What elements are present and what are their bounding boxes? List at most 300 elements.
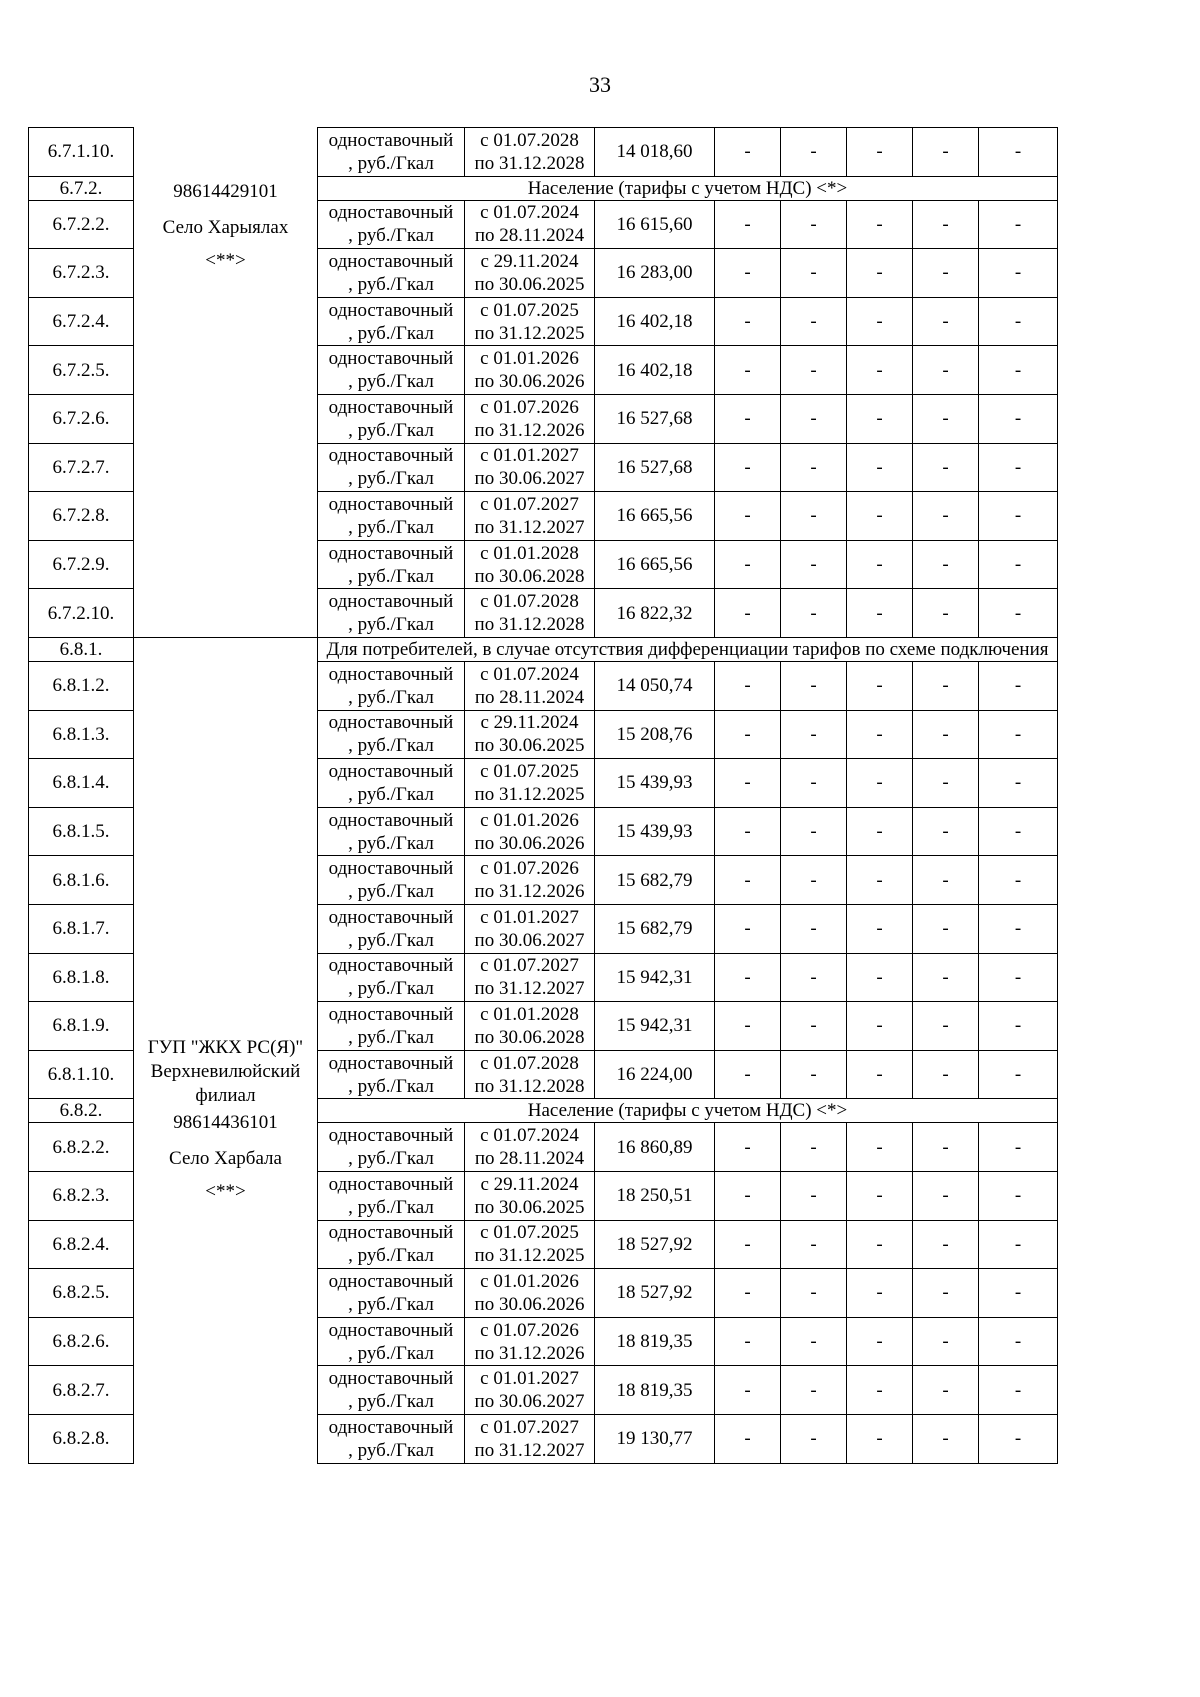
- period-cell: [464, 758, 595, 808]
- tariff-value-cell: 16 224,00: [594, 1050, 715, 1100]
- period-cell: [464, 1268, 595, 1318]
- period-end: по 31.12.2027: [474, 1439, 585, 1461]
- tariff-value-cell: 16 822,32: [594, 588, 715, 638]
- empty-value-cell: -: [780, 661, 847, 711]
- empty-value-cell: -: [714, 200, 781, 250]
- period-start: с 01.01.2027: [480, 445, 579, 467]
- tariff-unit-label: , руб./Гкал: [348, 516, 434, 538]
- empty-value-cell: -: [912, 248, 979, 298]
- empty-value-cell: -: [714, 1414, 781, 1464]
- period-cell: [464, 394, 595, 444]
- tariff-type-label: одноставочный: [328, 858, 454, 880]
- empty-value-cell: -: [912, 1220, 979, 1270]
- tariff-type-label: одноставочный: [328, 129, 454, 151]
- tariff-type-label: одноставочный: [328, 591, 454, 613]
- period-end: по 28.11.2024: [474, 225, 585, 247]
- empty-value-cell: -: [714, 127, 781, 177]
- empty-value-cell: -: [846, 758, 913, 808]
- tariff-type-label: одноставочный: [328, 396, 454, 418]
- tariff-type-label: одноставочный: [328, 1003, 454, 1025]
- tariff-type-label: одноставочный: [328, 299, 454, 321]
- empty-value-cell: -: [780, 855, 847, 905]
- empty-value-cell: -: [978, 904, 1058, 954]
- row-number-cell: 6.7.2.8.: [28, 491, 134, 541]
- period-start: с 01.01.2026: [480, 348, 579, 370]
- empty-value-cell: -: [846, 1268, 913, 1318]
- period-end: по 31.12.2027: [474, 516, 585, 538]
- empty-value-cell: -: [714, 1220, 781, 1270]
- empty-value-cell: -: [780, 345, 847, 395]
- tariff-unit-label: , руб./Гкал: [348, 1245, 434, 1267]
- period-cell: [464, 661, 595, 711]
- row-number-cell: 6.7.2.7.: [28, 443, 134, 493]
- section-header-cell: Население (тарифы с учетом НДС) <*>: [317, 176, 1058, 201]
- tariff-value-cell: 14 018,60: [594, 127, 715, 177]
- empty-value-cell: -: [912, 904, 979, 954]
- tariff-value-cell: 15 208,76: [594, 710, 715, 760]
- tariff-type-cell: [317, 904, 465, 954]
- tariff-type-cell: [317, 540, 465, 590]
- empty-value-cell: -: [846, 394, 913, 444]
- empty-value-cell: -: [780, 588, 847, 638]
- period-cell: [464, 443, 595, 493]
- period-cell: [464, 1365, 595, 1415]
- empty-value-cell: -: [912, 1122, 979, 1172]
- empty-value-cell: -: [978, 345, 1058, 395]
- empty-value-cell: -: [780, 1317, 847, 1367]
- row-number-cell: 6.8.1.10.: [28, 1050, 134, 1100]
- tariff-type-cell: [317, 1171, 465, 1221]
- tariff-type-label: одноставочный: [328, 1052, 454, 1074]
- empty-value-cell: -: [714, 1317, 781, 1367]
- settlement-code: 98614436101: [173, 1112, 278, 1133]
- empty-value-cell: -: [978, 1414, 1058, 1464]
- empty-value-cell: -: [912, 443, 979, 493]
- tariff-value-cell: 16 527,68: [594, 443, 715, 493]
- tariff-value-cell: 19 130,77: [594, 1414, 715, 1464]
- tariff-type-cell: [317, 710, 465, 760]
- tariff-type-label: одноставочный: [328, 760, 454, 782]
- row-number-cell: 6.8.2.: [28, 1098, 134, 1123]
- period-end: по 30.06.2025: [474, 273, 585, 295]
- row-number-cell: 6.7.2.5.: [28, 345, 134, 395]
- tariff-unit-label: , руб./Гкал: [348, 1148, 434, 1170]
- tariff-unit-label: , руб./Гкал: [348, 273, 434, 295]
- period-start: с 01.01.2026: [480, 1270, 579, 1292]
- empty-value-cell: -: [714, 394, 781, 444]
- row-number-cell: 6.8.1.8.: [28, 953, 134, 1003]
- row-number-cell: 6.8.2.3.: [28, 1171, 134, 1221]
- tariff-unit-label: , руб./Гкал: [348, 225, 434, 247]
- empty-value-cell: -: [912, 661, 979, 711]
- tariff-type-label: одноставочный: [328, 809, 454, 831]
- empty-value-cell: -: [780, 248, 847, 298]
- empty-value-cell: -: [714, 855, 781, 905]
- row-number-cell: 6.8.2.5.: [28, 1268, 134, 1318]
- empty-value-cell: -: [912, 200, 979, 250]
- tariff-value-cell: 16 615,60: [594, 200, 715, 250]
- empty-value-cell: -: [846, 1220, 913, 1270]
- empty-value-cell: -: [780, 1268, 847, 1318]
- tariff-type-cell: [317, 345, 465, 395]
- period-cell: [464, 1171, 595, 1221]
- tariff-value-cell: 18 819,35: [594, 1317, 715, 1367]
- empty-value-cell: -: [714, 297, 781, 347]
- row-number-cell: 6.8.1.7.: [28, 904, 134, 954]
- empty-value-cell: -: [714, 443, 781, 493]
- period-cell: [464, 1220, 595, 1270]
- tariff-unit-label: , руб./Гкал: [348, 371, 434, 393]
- empty-value-cell: -: [846, 904, 913, 954]
- period-end: по 30.06.2028: [474, 565, 585, 587]
- tariff-type-label: одноставочный: [328, 663, 454, 685]
- tariff-type-label: одноставочный: [328, 712, 454, 734]
- empty-value-cell: -: [780, 394, 847, 444]
- empty-value-cell: -: [912, 758, 979, 808]
- row-number-cell: 6.7.2.10.: [28, 588, 134, 638]
- period-cell: [464, 1317, 595, 1367]
- empty-value-cell: -: [780, 443, 847, 493]
- period-end: по 30.06.2027: [474, 1391, 585, 1413]
- tariff-value-cell: 18 819,35: [594, 1365, 715, 1415]
- tariff-unit-label: , руб./Гкал: [348, 565, 434, 587]
- empty-value-cell: -: [912, 953, 979, 1003]
- empty-value-cell: -: [912, 491, 979, 541]
- tariff-value-cell: 15 942,31: [594, 1001, 715, 1051]
- tariff-type-label: одноставочный: [328, 1319, 454, 1341]
- empty-value-cell: -: [780, 1050, 847, 1100]
- empty-value-cell: -: [912, 1171, 979, 1221]
- empty-value-cell: -: [714, 491, 781, 541]
- settlement-name: Село Харбала: [169, 1148, 282, 1169]
- tariff-type-cell: [317, 1414, 465, 1464]
- empty-value-cell: -: [714, 1171, 781, 1221]
- empty-value-cell: -: [846, 710, 913, 760]
- period-end: по 31.12.2026: [474, 1342, 585, 1364]
- period-start: с 01.01.2027: [480, 906, 579, 928]
- tariff-type-label: одноставочный: [328, 1222, 454, 1244]
- period-start: с 01.01.2028: [480, 1003, 579, 1025]
- period-end: по 31.12.2026: [474, 419, 585, 441]
- tariff-type-label: одноставочный: [328, 955, 454, 977]
- period-end: по 30.06.2027: [474, 468, 585, 490]
- organization-branch-label: филиал: [195, 1085, 256, 1106]
- period-end: по 31.12.2025: [474, 322, 585, 344]
- section-header-cell: Для потребителей, в случае отсутствия дифференциации тарифов по схеме подключения: [317, 637, 1058, 662]
- empty-value-cell: -: [714, 904, 781, 954]
- empty-value-cell: -: [714, 540, 781, 590]
- empty-value-cell: -: [912, 1268, 979, 1318]
- empty-value-cell: -: [846, 200, 913, 250]
- period-cell: [464, 297, 595, 347]
- row-number-cell: 6.8.1.5.: [28, 807, 134, 857]
- empty-value-cell: -: [912, 710, 979, 760]
- empty-value-cell: -: [714, 953, 781, 1003]
- section-header-cell: Население (тарифы с учетом НДС) <*>: [317, 1098, 1058, 1123]
- period-cell: [464, 127, 595, 177]
- period-end: по 31.12.2027: [474, 978, 585, 1000]
- period-cell: [464, 1050, 595, 1100]
- row-number-cell: 6.8.1.3.: [28, 710, 134, 760]
- empty-value-cell: -: [846, 1365, 913, 1415]
- tariff-unit-label: , руб./Гкал: [348, 978, 434, 1000]
- empty-value-cell: -: [846, 345, 913, 395]
- empty-value-cell: -: [978, 127, 1058, 177]
- tariff-value-cell: 18 527,92: [594, 1268, 715, 1318]
- period-start: с 01.07.2026: [480, 1319, 579, 1341]
- tariff-unit-label: , руб./Гкал: [348, 881, 434, 903]
- empty-value-cell: -: [978, 1220, 1058, 1270]
- empty-value-cell: -: [978, 297, 1058, 347]
- period-start: с 01.07.2028: [480, 591, 579, 613]
- period-start: с 01.07.2026: [480, 858, 579, 880]
- empty-value-cell: -: [780, 1414, 847, 1464]
- empty-value-cell: -: [780, 904, 847, 954]
- tariff-value-cell: 18 250,51: [594, 1171, 715, 1221]
- period-end: по 30.06.2025: [474, 735, 585, 757]
- row-number-cell: 6.8.2.2.: [28, 1122, 134, 1172]
- period-cell: [464, 540, 595, 590]
- tariff-type-cell: [317, 855, 465, 905]
- empty-value-cell: -: [978, 540, 1058, 590]
- period-cell: [464, 1122, 595, 1172]
- period-start: с 01.07.2025: [480, 760, 579, 782]
- empty-value-cell: -: [714, 1365, 781, 1415]
- row-number-cell: 6.7.2.6.: [28, 394, 134, 444]
- period-end: по 31.12.2025: [474, 783, 585, 805]
- tariff-value-cell: 15 942,31: [594, 953, 715, 1003]
- tariff-type-cell: [317, 588, 465, 638]
- empty-value-cell: -: [846, 953, 913, 1003]
- tariff-value-cell: 16 402,18: [594, 297, 715, 347]
- empty-value-cell: -: [846, 807, 913, 857]
- tariff-value-cell: 15 682,79: [594, 855, 715, 905]
- empty-value-cell: -: [846, 443, 913, 493]
- tariff-type-cell: [317, 661, 465, 711]
- empty-value-cell: -: [912, 1050, 979, 1100]
- tariff-value-cell: 16 860,89: [594, 1122, 715, 1172]
- tariff-unit-label: , руб./Гкал: [348, 614, 434, 636]
- tariff-unit-label: , руб./Гкал: [348, 686, 434, 708]
- period-end: по 28.11.2024: [474, 1148, 585, 1170]
- empty-value-cell: -: [780, 540, 847, 590]
- tariff-type-cell: [317, 1268, 465, 1318]
- empty-value-cell: -: [978, 758, 1058, 808]
- tariff-type-cell: [317, 953, 465, 1003]
- org-cell-upper: [133, 127, 318, 638]
- tariff-type-label: одноставочный: [328, 202, 454, 224]
- empty-value-cell: -: [714, 710, 781, 760]
- empty-value-cell: -: [780, 1001, 847, 1051]
- row-number-cell: 6.7.1.10.: [28, 127, 134, 177]
- empty-value-cell: -: [978, 1171, 1058, 1221]
- tariff-type-cell: [317, 1317, 465, 1367]
- empty-value-cell: -: [912, 807, 979, 857]
- empty-value-cell: -: [978, 710, 1058, 760]
- empty-value-cell: -: [978, 1365, 1058, 1415]
- row-number-cell: 6.8.2.8.: [28, 1414, 134, 1464]
- tariff-type-label: одноставочный: [328, 1368, 454, 1390]
- tariff-value-cell: 16 402,18: [594, 345, 715, 395]
- empty-value-cell: -: [846, 1171, 913, 1221]
- empty-value-cell: -: [912, 297, 979, 347]
- empty-value-cell: -: [912, 1001, 979, 1051]
- tariff-type-cell: [317, 758, 465, 808]
- tariff-value-cell: 14 050,74: [594, 661, 715, 711]
- empty-value-cell: -: [978, 661, 1058, 711]
- empty-value-cell: -: [714, 1268, 781, 1318]
- tariff-type-label: одноставочный: [328, 1270, 454, 1292]
- empty-value-cell: -: [978, 248, 1058, 298]
- period-start: с 01.07.2024: [480, 202, 579, 224]
- row-number-cell: 6.7.2.3.: [28, 248, 134, 298]
- period-end: по 30.06.2026: [474, 371, 585, 393]
- empty-value-cell: -: [780, 807, 847, 857]
- footnote-marker: <**>: [205, 1181, 246, 1202]
- period-end: по 30.06.2028: [474, 1026, 585, 1048]
- tariff-unit-label: , руб./Гкал: [348, 1293, 434, 1315]
- tariff-value-cell: 16 283,00: [594, 248, 715, 298]
- org-cell-lower: [133, 637, 318, 1464]
- row-number-cell: 6.7.2.9.: [28, 540, 134, 590]
- settlement-name: Село Харыялах: [162, 217, 289, 238]
- period-cell: [464, 710, 595, 760]
- tariff-unit-label: , руб./Гкал: [348, 783, 434, 805]
- period-start: с 01.07.2026: [480, 396, 579, 418]
- tariff-type-label: одноставочный: [328, 1416, 454, 1438]
- tariff-type-cell: [317, 1365, 465, 1415]
- empty-value-cell: -: [780, 200, 847, 250]
- tariff-type-cell: [317, 1220, 465, 1270]
- row-number-cell: 6.8.1.6.: [28, 855, 134, 905]
- empty-value-cell: -: [846, 127, 913, 177]
- period-end: по 30.06.2027: [474, 929, 585, 951]
- tariff-type-cell: [317, 491, 465, 541]
- tariff-unit-label: , руб./Гкал: [348, 468, 434, 490]
- tariff-value-cell: 16 527,68: [594, 394, 715, 444]
- row-number-cell: 6.7.2.4.: [28, 297, 134, 347]
- empty-value-cell: -: [912, 1365, 979, 1415]
- period-cell: [464, 200, 595, 250]
- row-number-cell: 6.8.1.2.: [28, 661, 134, 711]
- empty-value-cell: -: [780, 1220, 847, 1270]
- empty-value-cell: -: [978, 1050, 1058, 1100]
- period-cell: [464, 953, 595, 1003]
- empty-value-cell: -: [846, 588, 913, 638]
- empty-value-cell: -: [978, 588, 1058, 638]
- tariff-type-cell: [317, 443, 465, 493]
- empty-value-cell: -: [780, 297, 847, 347]
- period-start: с 01.01.2026: [480, 809, 579, 831]
- tariff-unit-label: , руб./Гкал: [348, 735, 434, 757]
- empty-value-cell: -: [780, 127, 847, 177]
- empty-value-cell: -: [912, 540, 979, 590]
- empty-value-cell: -: [714, 1122, 781, 1172]
- empty-value-cell: -: [714, 807, 781, 857]
- period-end: по 30.06.2026: [474, 1293, 585, 1315]
- empty-value-cell: -: [912, 394, 979, 444]
- tariff-type-label: одноставочный: [328, 1173, 454, 1195]
- empty-value-cell: -: [846, 1122, 913, 1172]
- empty-value-cell: -: [714, 588, 781, 638]
- empty-value-cell: -: [978, 1317, 1058, 1367]
- empty-value-cell: -: [912, 588, 979, 638]
- empty-value-cell: -: [714, 1001, 781, 1051]
- empty-value-cell: -: [978, 491, 1058, 541]
- period-start: с 29.11.2024: [480, 250, 579, 272]
- tariff-value-cell: 18 527,92: [594, 1220, 715, 1270]
- row-number-cell: 6.8.1.4.: [28, 758, 134, 808]
- tariff-unit-label: , руб./Гкал: [348, 1391, 434, 1413]
- tariff-unit-label: , руб./Гкал: [348, 832, 434, 854]
- settlement-code: 98614429101: [173, 181, 278, 202]
- tariff-unit-label: , руб./Гкал: [348, 1196, 434, 1218]
- tariff-type-label: одноставочный: [328, 542, 454, 564]
- period-cell: [464, 588, 595, 638]
- period-start: с 01.07.2024: [480, 663, 579, 685]
- org-separator: [133, 637, 317, 638]
- period-start: с 01.07.2027: [480, 493, 579, 515]
- period-end: по 31.12.2028: [474, 152, 585, 174]
- row-number-cell: 6.8.2.6.: [28, 1317, 134, 1367]
- empty-value-cell: -: [912, 127, 979, 177]
- empty-value-cell: -: [780, 953, 847, 1003]
- empty-value-cell: -: [780, 491, 847, 541]
- tariff-type-cell: [317, 1001, 465, 1051]
- row-number-cell: 6.8.1.9.: [28, 1001, 134, 1051]
- tariff-type-cell: [317, 1050, 465, 1100]
- tariff-unit-label: , руб./Гкал: [348, 1026, 434, 1048]
- tariff-type-cell: [317, 807, 465, 857]
- tariff-type-cell: [317, 200, 465, 250]
- period-start: с 29.11.2024: [480, 1173, 579, 1195]
- tariff-value-cell: 16 665,56: [594, 491, 715, 541]
- period-start: с 01.01.2028: [480, 542, 579, 564]
- empty-value-cell: -: [780, 1365, 847, 1415]
- empty-value-cell: -: [978, 1268, 1058, 1318]
- row-number-cell: 6.7.2.: [28, 176, 134, 201]
- empty-value-cell: -: [780, 710, 847, 760]
- empty-value-cell: -: [846, 248, 913, 298]
- empty-value-cell: -: [912, 1414, 979, 1464]
- period-start: с 01.07.2028: [480, 129, 579, 151]
- period-end: по 31.12.2026: [474, 881, 585, 903]
- tariff-type-cell: [317, 248, 465, 298]
- period-start: с 29.11.2024: [480, 712, 579, 734]
- row-number-cell: 6.7.2.2.: [28, 200, 134, 250]
- period-end: по 31.12.2028: [474, 1075, 585, 1097]
- row-number-cell: 6.8.1.: [28, 637, 134, 662]
- tariff-unit-label: , руб./Гкал: [348, 1342, 434, 1364]
- tariff-unit-label: , руб./Гкал: [348, 152, 434, 174]
- empty-value-cell: -: [978, 1001, 1058, 1051]
- period-start: с 01.07.2024: [480, 1125, 579, 1147]
- period-cell: [464, 491, 595, 541]
- empty-value-cell: -: [780, 1171, 847, 1221]
- empty-value-cell: -: [846, 297, 913, 347]
- empty-value-cell: -: [846, 1317, 913, 1367]
- empty-value-cell: -: [846, 1050, 913, 1100]
- tariff-type-cell: [317, 297, 465, 347]
- empty-value-cell: -: [714, 248, 781, 298]
- tariff-value-cell: 15 682,79: [594, 904, 715, 954]
- period-start: с 01.07.2025: [480, 1222, 579, 1244]
- period-end: по 31.12.2028: [474, 614, 585, 636]
- empty-value-cell: -: [714, 345, 781, 395]
- empty-value-cell: -: [714, 1050, 781, 1100]
- row-number-cell: 6.8.2.7.: [28, 1365, 134, 1415]
- period-end: по 28.11.2024: [474, 686, 585, 708]
